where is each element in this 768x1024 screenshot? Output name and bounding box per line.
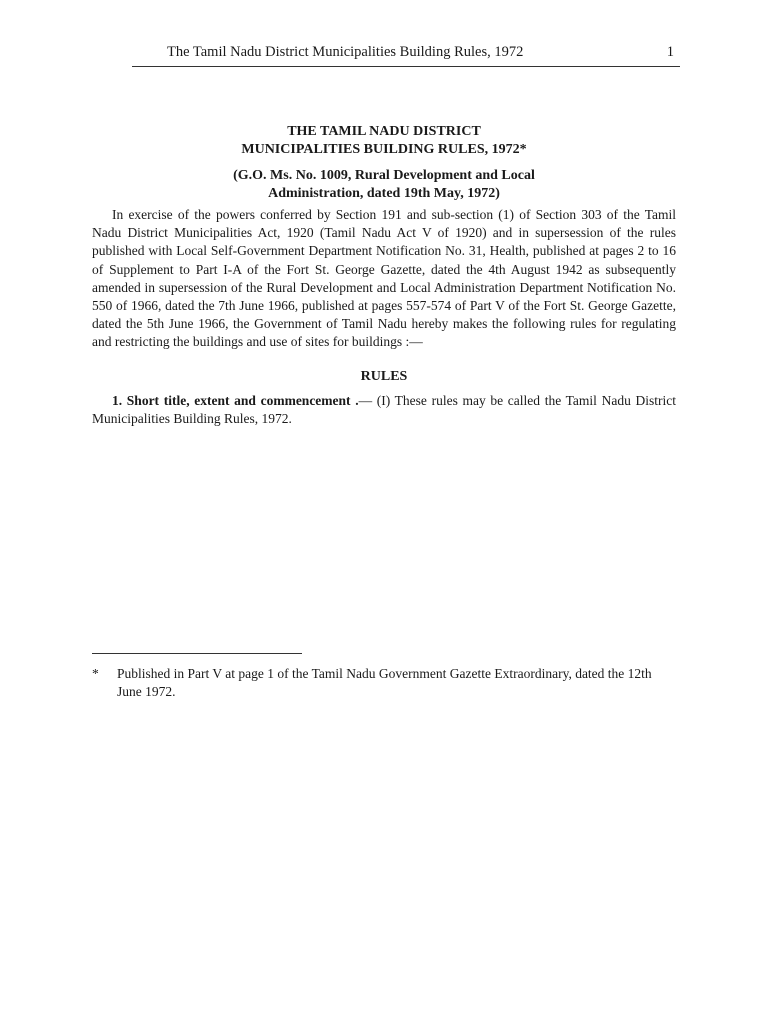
rule-1-paragraph	[92, 392, 676, 428]
footnote	[92, 665, 676, 700]
footnote-text: Published in Part V at page 1 of the Tamil Nadu Government Gazette Extraordinary, dated the 12th June 1972.	[117, 666, 652, 699]
page-number: 1	[666, 44, 674, 60]
document-title-line-2: MUNICIPALITIES BUILDING RULES, 1972*	[241, 141, 527, 157]
running-header-title: The Tamil Nadu District Municipalities Building Rules, 1972	[167, 44, 524, 60]
document-title	[92, 123, 676, 158]
government-order-line-2: Administration, dated 19th May, 1972)	[268, 185, 500, 201]
document-title-line-1: THE TAMIL NADU DISTRICT	[287, 124, 481, 139]
rule-number: 1.	[112, 393, 123, 408]
rule-text: — (I) These rules may be called the Tamil Nadu District Municipalities Building Rules, 1972.	[92, 393, 676, 427]
rules-heading: RULES	[360, 369, 408, 384]
government-order-line-1: (G.O. Ms. No. 1009, Rural Development and Local	[233, 168, 535, 183]
running-header	[132, 42, 680, 67]
government-order-reference	[92, 167, 676, 202]
footnote-marker: *	[92, 666, 99, 681]
rule-title: Short title, extent and commencement .	[126, 393, 359, 408]
footnote-separator	[92, 653, 302, 654]
preamble-paragraph: In exercise of the powers conferred by Section 191 and sub-section (1) of Section 303 of the Tamil Nadu District Municipalities Act, 1920 (Tamil Nadu Act V of 1920) and in supersession of the rules published with Local Self-Government Department Notification No. 31, Health, published at pages 2 to 16 of Supplement to Part I-A of the Fort St. George Gazette, dated the 4th August 1942 as subsequently amended in supersession of the Rural Development and Local Administration Department Notification No. 550 of 1966, dated the 7th June 1966, published at pages 557-574 of Part V of the Fort St. George Gazette, dated the 5th June 1966, the Government of Tamil Nadu hereby makes the following rules for regulating and restricting the buildings and use of sites for buildings :—	[92, 207, 676, 350]
